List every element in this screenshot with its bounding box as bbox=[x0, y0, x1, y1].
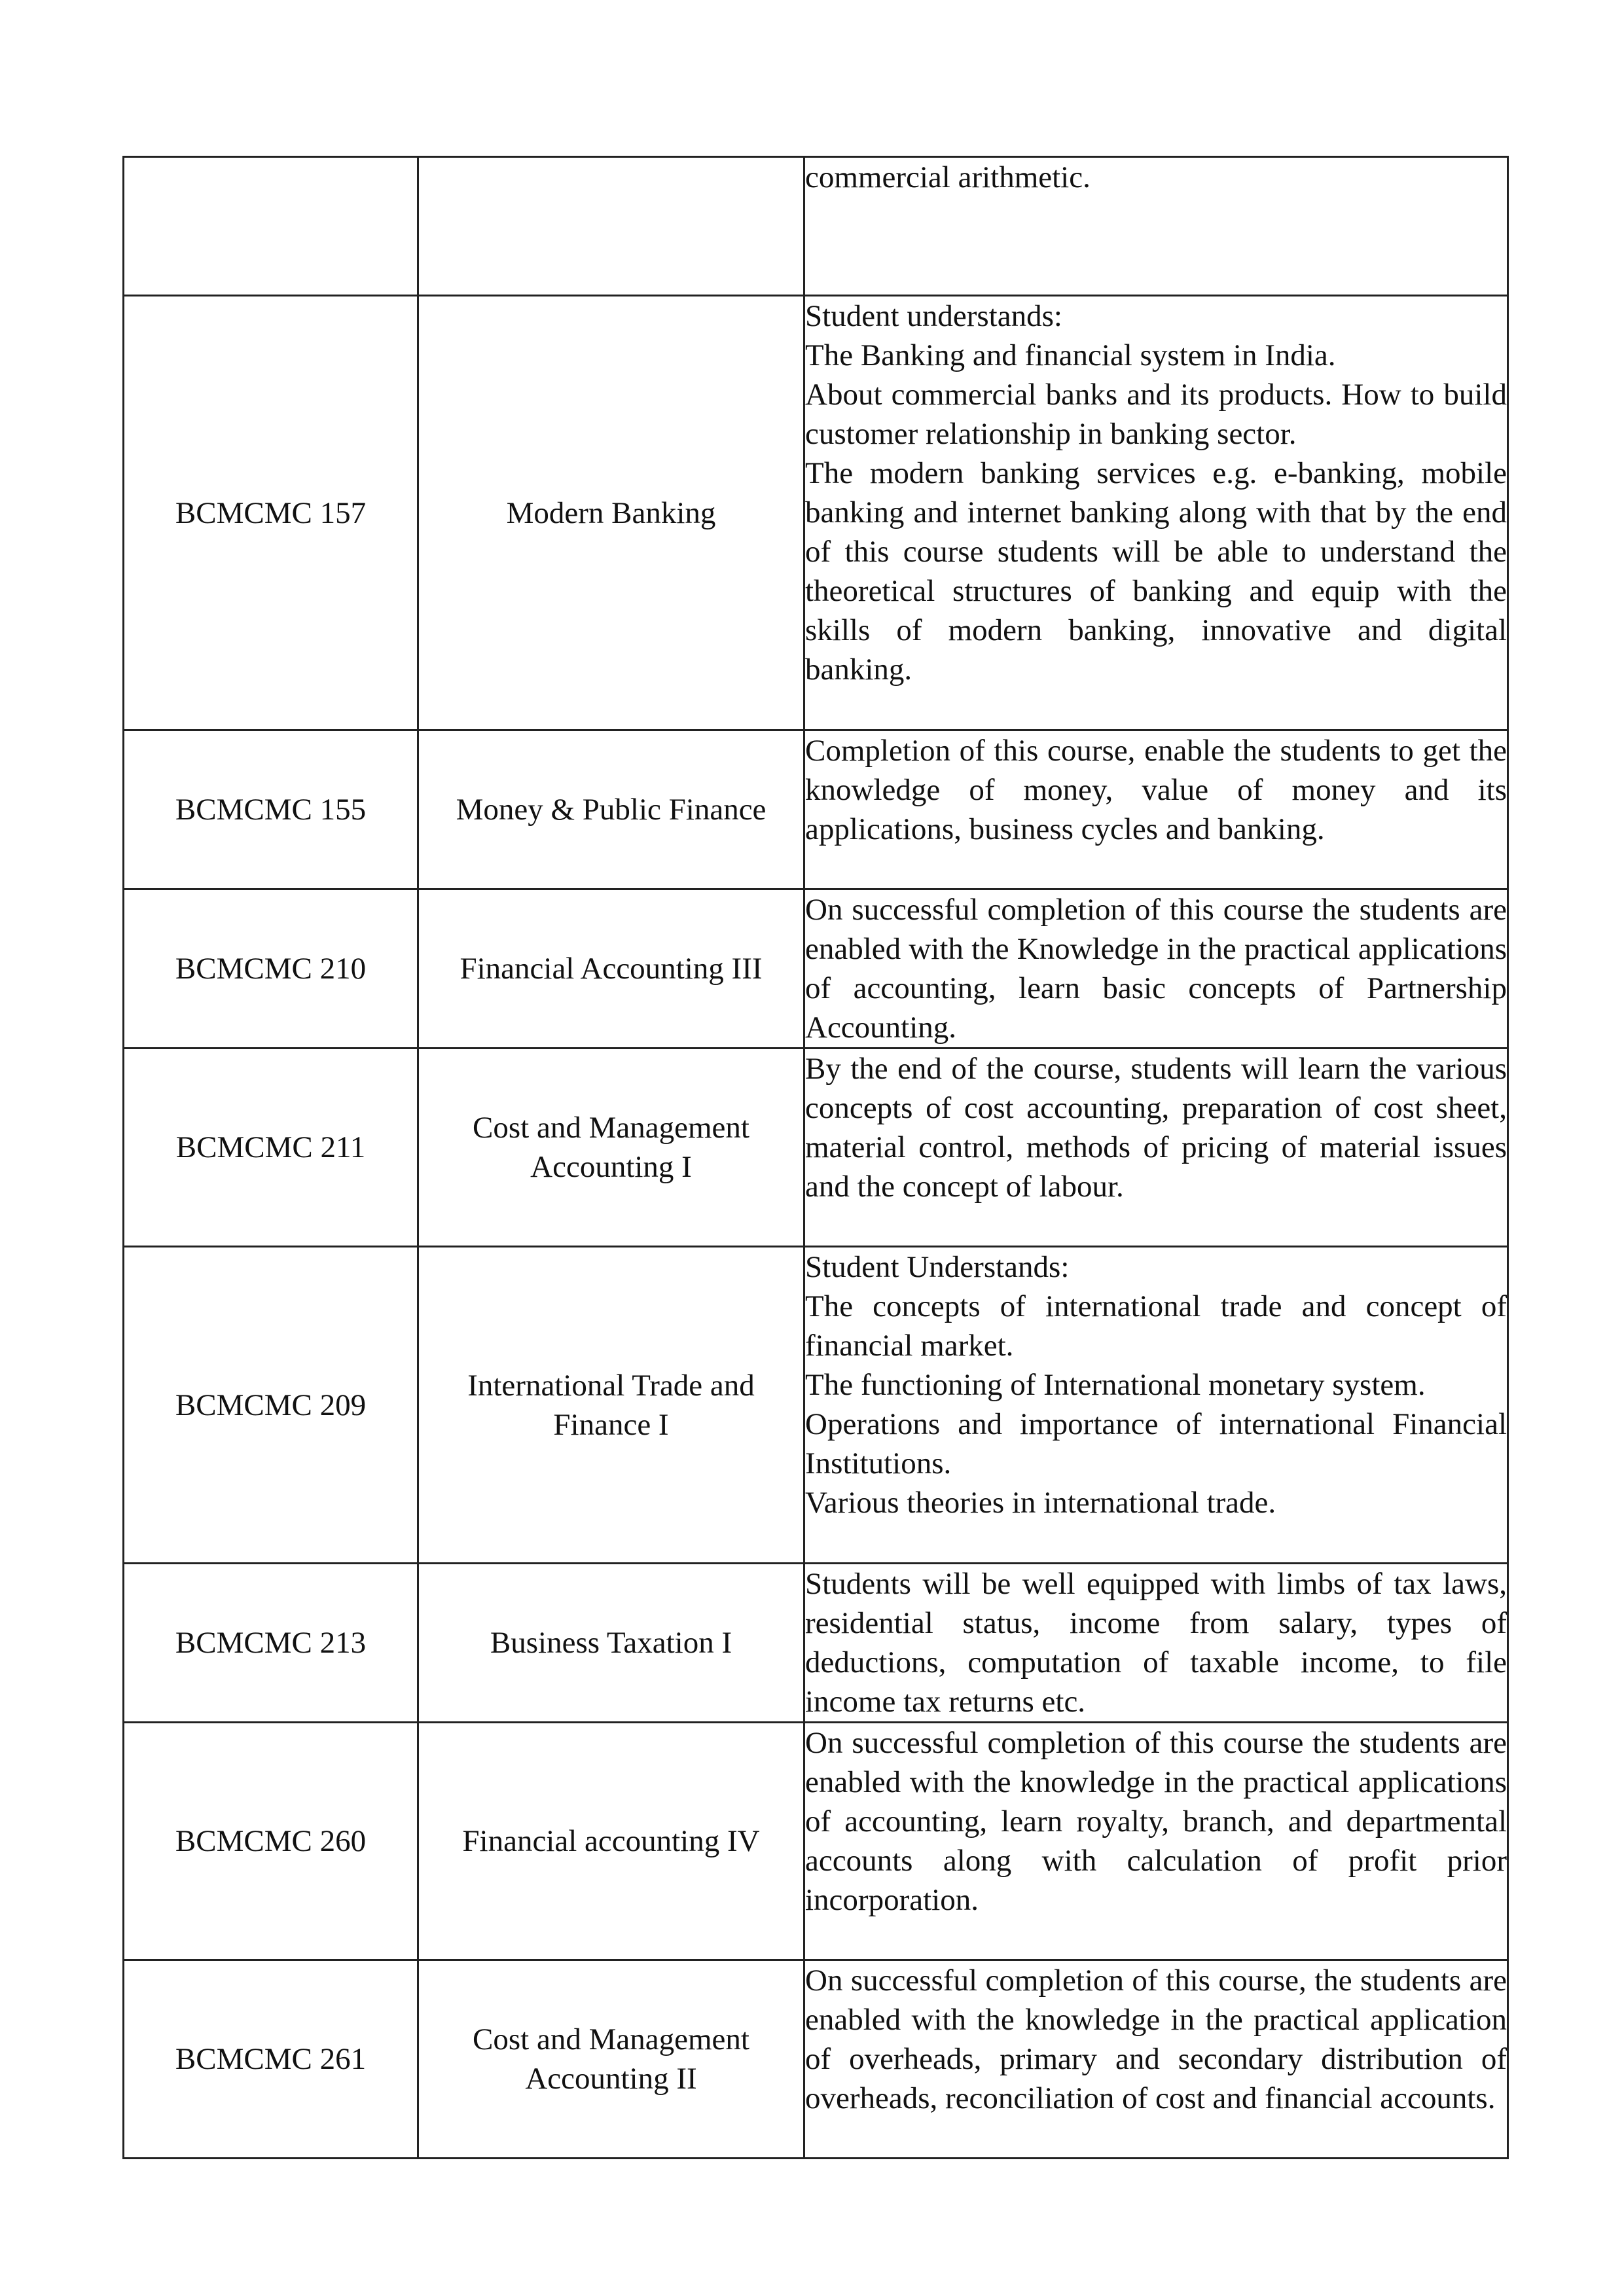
outcome-text: By the end of the course, students will learn the various concepts of cost accounting, preparation of cost sheet, material control, methods of pricing of material issues and the concept of labour. bbox=[805, 1052, 1507, 1204]
course-code-cell: BCMCMC 155 bbox=[124, 730, 418, 889]
course-title-cell: Money & Public Finance bbox=[418, 730, 804, 889]
course-code-cell: BCMCMC 211 bbox=[124, 1049, 418, 1247]
table-row bbox=[124, 157, 1508, 296]
outcome-text: Operations and importance of international Financial Institutions. bbox=[805, 1407, 1507, 1480]
outcome-text: The functioning of International monetary system. bbox=[805, 1368, 1426, 1402]
course-title-cell: Business Taxation I bbox=[418, 1564, 804, 1723]
table-row bbox=[124, 730, 1508, 889]
outcome-text: About commercial banks and its products. How to build customer relationship in banking sector. bbox=[805, 378, 1507, 451]
outcome-text: Completion of this course, enable the students to get the knowledge of money, value of money and its applications, business cycles and banking. bbox=[805, 734, 1507, 846]
course-outcome-cell bbox=[804, 889, 1508, 1049]
course-outcome-cell bbox=[804, 1960, 1508, 2159]
course-code-cell bbox=[124, 157, 418, 296]
course-outcomes-table bbox=[122, 156, 1509, 2159]
course-code-cell: BCMCMC 209 bbox=[124, 1247, 418, 1564]
course-title-cell bbox=[418, 157, 804, 296]
table-row bbox=[124, 1960, 1508, 2159]
course-outcome-cell bbox=[804, 296, 1508, 730]
table-row bbox=[124, 1049, 1508, 1247]
table-row bbox=[124, 296, 1508, 730]
course-outcome-cell bbox=[804, 1564, 1508, 1723]
outcome-text: Student understands: bbox=[805, 299, 1062, 333]
outcome-text: The concepts of international trade and concept of financial market. bbox=[805, 1289, 1507, 1363]
course-title-cell: International Trade and Finance I bbox=[418, 1247, 804, 1564]
outcome-text: On successful completion of this course the students are enabled with the knowledge in the practical applications of accounting, learn royalty, branch, and departmental accounts along with calculation of profit prior incorporation. bbox=[805, 1726, 1507, 1917]
outcome-text: The modern banking services e.g. e-banking, mobile banking and internet banking along with that by the end of this course students will be able to understand the theoretical structures of banking and equip with the skills of modern banking, innovative and digital banking. bbox=[805, 456, 1507, 687]
table-row bbox=[124, 1564, 1508, 1723]
course-outcome-cell bbox=[804, 1049, 1508, 1247]
course-code-cell: BCMCMC 157 bbox=[124, 296, 418, 730]
course-title-cell: Financial Accounting III bbox=[418, 889, 804, 1049]
course-title-cell: Financial accounting IV bbox=[418, 1723, 804, 1960]
course-title-cell: Cost and Management Accounting I bbox=[418, 1049, 804, 1247]
course-code-cell: BCMCMC 261 bbox=[124, 1960, 418, 2159]
course-outcome-cell bbox=[804, 730, 1508, 889]
table-row bbox=[124, 1247, 1508, 1564]
course-outcome-cell bbox=[804, 1723, 1508, 1960]
outcome-text: Various theories in international trade. bbox=[805, 1486, 1276, 1520]
outcome-text: commercial arithmetic. bbox=[805, 160, 1091, 194]
table-row bbox=[124, 1723, 1508, 1960]
outcome-text: Student Understands: bbox=[805, 1250, 1070, 1284]
course-code-cell: BCMCMC 210 bbox=[124, 889, 418, 1049]
course-code-cell: BCMCMC 213 bbox=[124, 1564, 418, 1723]
outcome-text: Students will be well equipped with limbs of tax laws, residential status, income from salary, types of deductions, computation of taxable income, to file income tax returns etc. bbox=[805, 1567, 1507, 1719]
outcome-text: On successful completion of this course the students are enabled with the Knowledge in the practical applications of accounting, learn basic concepts of Partnership Accounting. bbox=[805, 893, 1507, 1045]
course-title-cell: Modern Banking bbox=[418, 296, 804, 730]
course-title-cell: Cost and Management Accounting II bbox=[418, 1960, 804, 2159]
table-row bbox=[124, 889, 1508, 1049]
course-outcome-cell bbox=[804, 157, 1508, 296]
course-outcome-cell bbox=[804, 1247, 1508, 1564]
outcome-text: The Banking and financial system in India. bbox=[805, 338, 1336, 372]
course-code-cell: BCMCMC 260 bbox=[124, 1723, 418, 1960]
outcome-text: On successful completion of this course, the students are enabled with the knowledge in the practical application of overheads, primary and secondary distribution of overheads, reconciliation of cost and financial accounts. bbox=[805, 1964, 1507, 2115]
